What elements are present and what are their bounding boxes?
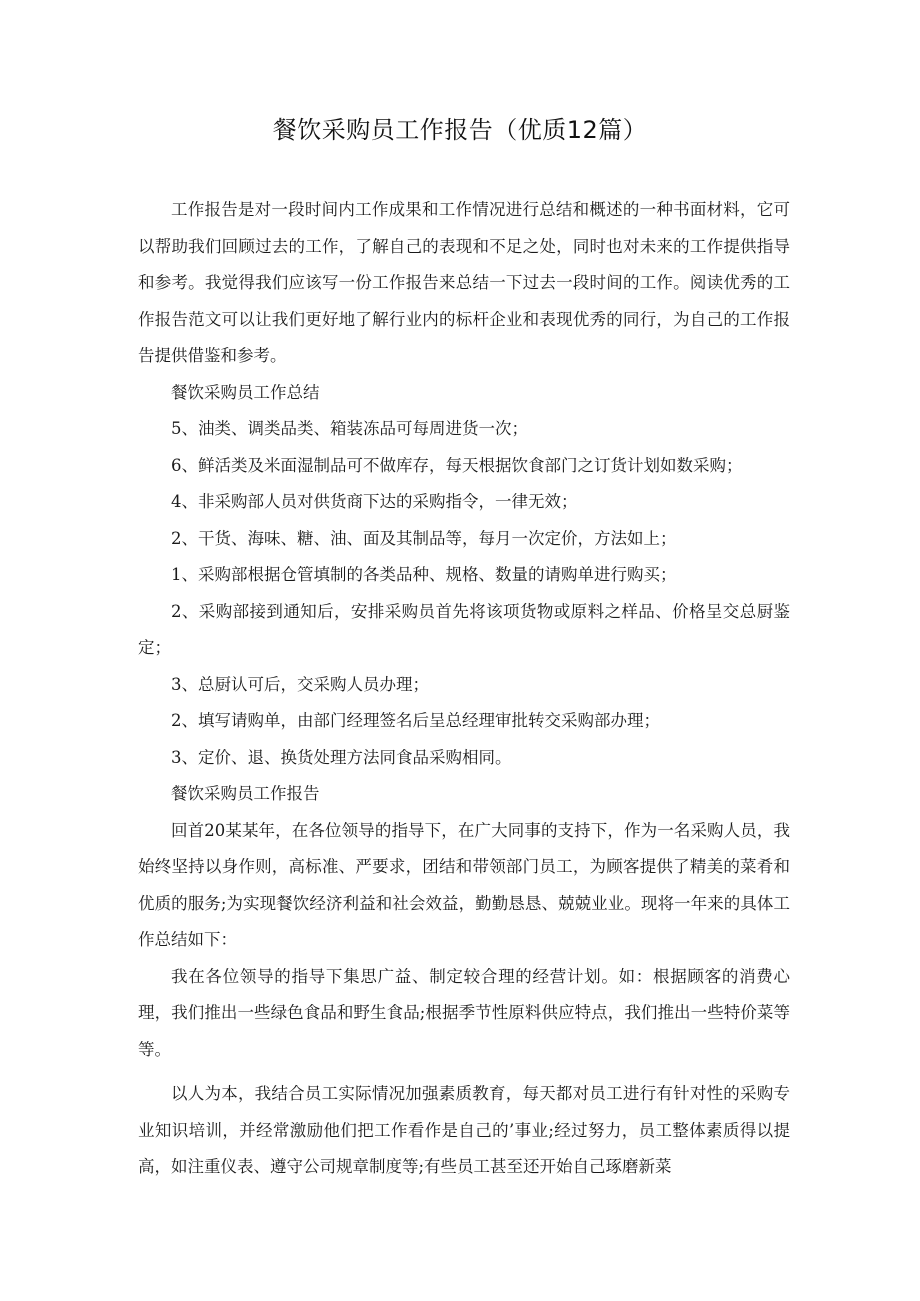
paragraph: 我在各位领导的指导下集思广益、制定较合理的经营计划。如：根据顾客的消费心理，我们推出一些绿色食品和野生食品;根据季节性原料供应特点，我们推出一些特价菜等等。 (138, 966, 790, 1059)
paragraph: 1、采购部根据仓管填制的各类品种、规格、数量的请购单进行购买； (171, 565, 677, 584)
paragraph: 4、非采购部人员对供货商下达的采购指令，一律无效； (171, 492, 578, 511)
paragraph: 3、总厨认可后，交采购人员办理； (171, 674, 429, 694)
document-title: 餐饮采购员工作报告（优质12篇） (272, 116, 648, 144)
section-heading-report: 餐饮采购员工作报告 (171, 784, 320, 803)
section-heading-summary: 餐饮采购员工作总结 (171, 382, 320, 402)
paragraph: 6、鲜活类及米面湿制品可不做库存，每天根据饮食部门之订货计划如数采购； (171, 455, 743, 475)
paragraph: 3、定价、退、换货处理方法同食品采购相同。 (171, 747, 512, 767)
paragraph: 回首20某某年，在各位领导的指导下，在广大同事的支持下，作为一名采购人员，我始终坚持以身作则，高标准、严要求，团结和带领部门员工，为顾客提供了精美的菜肴和优质的服务;为实现餐饮经济利益和社会效益，勤勤恳恳、兢兢业业。现将一年来的具体工作总结如下： (138, 820, 790, 949)
paragraph: 2、干货、海味、糖、油、面及其制品等，每月一次定价，方法如上； (171, 528, 677, 548)
paragraph: 5、油类、调类品类、箱装冻品可每周进货一次； (171, 419, 528, 438)
paragraph: 2、填写请购单，由部门经理签名后呈总经理审批转交采购部办理； (171, 711, 660, 730)
paragraph: 以人为本，我结合员工实际情况加强素质教育，每天都对员工进行有针对性的采购专业知识培训，并经常激励他们把工作看作是自己的’事业;经过努力，员工整体素质得以提高，如注重仪表、遵守公司规章制度等;有些员工甚至还开始自己琢磨新菜 (138, 1084, 790, 1176)
document-body (138, 192, 790, 1186)
paragraph-intro: 工作报告是对一段时间内工作成果和工作情况进行总结和概述的一种书面材料，它可以帮助我们回顾过去的工作，了解自己的表现和不足之处，同时也对未来的工作提供指导和参考。我觉得我们应该写一份工作报告来总结一下过去一段时间的工作。阅读优秀的工作报告范文可以让我们更好地了解行业内的标杆企业和表现优秀的同行，为自己的工作报告提供借鉴和参考。 (138, 200, 790, 365)
paragraph: 2、采购部接到通知后，安排采购员首先将该项货物或原料之样品、价格呈交总厨鉴定； (138, 601, 790, 657)
